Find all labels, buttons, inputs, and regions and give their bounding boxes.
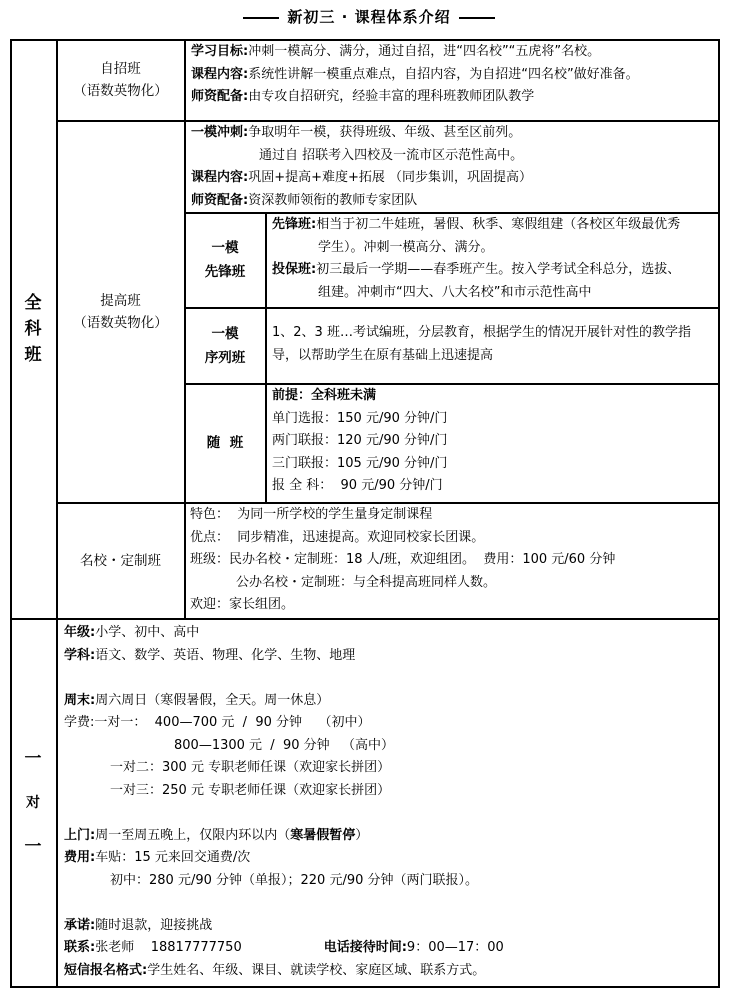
fee-line: 一对二：300 元 专职老师任课（欢迎家长拼团） xyxy=(110,760,391,775)
zizhao-name: 自招班 xyxy=(100,61,141,77)
border-right xyxy=(718,39,720,987)
yidui-visit xyxy=(64,825,504,848)
xulie-name-line1: 一模 xyxy=(211,325,239,342)
mingxiao-line: 欢迎：家长组团。 xyxy=(190,597,295,612)
row-text: 由专攻自招研究，经验丰富的理科班教师团队教学 xyxy=(248,89,535,104)
sub-col-divider xyxy=(265,212,267,503)
contact-label: 联系: xyxy=(64,940,96,955)
xulie-content xyxy=(272,322,691,367)
tigao-row xyxy=(191,145,532,168)
border-bottom xyxy=(10,986,720,988)
zizhao-row xyxy=(191,64,639,87)
col1-divider-bottom xyxy=(56,618,58,987)
subject-text: 语文、数学、英语、物理、化学、生物、地理 xyxy=(95,647,356,663)
zizhao-content xyxy=(191,41,639,109)
row-text: 巩固+提高+难度+拓展 （同步集训，巩固提高） xyxy=(248,170,533,185)
row-text: 争取明年一模，获得班级、年级、甚至区前列。 xyxy=(248,125,522,140)
visit-label: 上门: xyxy=(64,827,96,843)
page-title xyxy=(0,6,738,27)
xianfeng-line xyxy=(272,237,680,260)
xianfeng-line xyxy=(272,214,680,237)
line-text: 学生）。冲刺一模高分、满分。 xyxy=(318,239,494,255)
line-label: 先锋班: xyxy=(272,217,317,232)
xianfeng-line xyxy=(272,282,680,305)
suiban-name xyxy=(185,384,265,502)
yidui-label xyxy=(10,619,56,986)
yidui-sms xyxy=(64,960,504,983)
yidui-promise xyxy=(64,915,504,938)
mingxiao-line: 特色： 为同一所学校的学生量身定制课程 xyxy=(190,507,433,522)
yidui-char-1: 一 xyxy=(24,748,42,769)
subject-label: 学科: xyxy=(64,647,96,663)
mingxiao-line: 优点： 同步精准，迅速提高。欢迎同校家长团课。 xyxy=(190,529,485,545)
suiban-premise: 前提：全科班未满 xyxy=(272,388,377,403)
mingxiao-line: 公办名校・定制班：与全科提高班同样人数。 xyxy=(236,574,497,590)
yidui-subject xyxy=(64,645,504,668)
grade-label: 年级: xyxy=(64,625,96,640)
row-text: 资深教师领衔的教师专家团队 xyxy=(248,192,418,208)
fee-line: 800—1300 元 / 90 分钟 （高中） xyxy=(174,737,395,753)
weekend-label: 周末: xyxy=(64,692,96,708)
xianfeng-name xyxy=(185,213,265,307)
cost-line: 车贴：15 元来回交通费/次 xyxy=(95,850,251,865)
spacer xyxy=(64,667,504,690)
xulie-name xyxy=(185,308,265,383)
sms-label: 短信报名格式: xyxy=(64,962,148,978)
yidui-contact xyxy=(64,937,504,960)
fee-line: 一对一： 400—700 元 / 90 分钟 （初中） xyxy=(94,715,371,730)
quanke-char-2: 科 xyxy=(24,319,42,339)
yidui-cost xyxy=(64,847,504,870)
cost-line: 初中：280 元/90 分钟（单报）；220 元/90 分钟（两门联报）。 xyxy=(110,872,478,888)
tigao-content xyxy=(191,122,532,212)
xianfeng-content xyxy=(272,214,680,304)
row-text: 通过自 招联考入四校及一流市区示范性高中。 xyxy=(259,147,524,163)
suiban-name-text: 随 班 xyxy=(206,435,244,451)
spacer xyxy=(64,802,504,825)
visit-text: 周一至周五晚上，仅限内环以内（ xyxy=(95,827,291,843)
xulie-line: 导，以帮助学生在原有基础上迅速提高 xyxy=(272,347,494,363)
row-label: 学习目标: xyxy=(191,44,249,59)
row-label: 师资配备: xyxy=(191,89,249,104)
mingxiao-name: 名校・定制班 xyxy=(80,552,161,569)
zizhao-subjects: （语数英物化） xyxy=(73,83,168,99)
tigao-class-name xyxy=(57,121,184,502)
tigao-row xyxy=(191,167,532,190)
sms-text: 学生姓名、年级、课目、就读学校、家庭区域、联系方式。 xyxy=(147,962,486,978)
line-text: 组建。冲刺市“四大、八大名校”和市示范性高中 xyxy=(318,284,592,300)
suiban-price: 报 全 科： 90 元/90 分钟/门 xyxy=(272,478,443,493)
suiban-price: 单门选报：150 元/90 分钟/门 xyxy=(272,410,448,426)
suiban-price: 两门联报：120 元/90 分钟/门 xyxy=(272,433,448,448)
visit-tail: ） xyxy=(355,827,369,843)
mingxiao-content xyxy=(190,504,615,617)
mingxiao-class-name xyxy=(57,503,184,618)
quanke-char-1: 全 xyxy=(24,293,42,313)
yidui-char-3: 一 xyxy=(24,836,42,857)
yidui-fee xyxy=(64,712,504,735)
yidui-content xyxy=(64,622,504,982)
quanke-char-3: 班 xyxy=(24,345,42,365)
tigao-row xyxy=(191,122,532,145)
visit-bold: 寒暑假暂停 xyxy=(290,827,356,843)
yidui-char-2: 对 xyxy=(26,794,40,811)
row-text: 系统性讲解一模重点难点，自招内容，为自招进“四名校”做好准备。 xyxy=(248,66,639,82)
contact-text: 张老师 18817777750 xyxy=(95,940,242,955)
fee-line: 一对三：250 元 专职老师任课（欢迎家长拼团） xyxy=(110,782,391,798)
section-separator xyxy=(10,618,720,620)
hours-text: 9：00—17：00 xyxy=(406,940,504,955)
yidui-grade xyxy=(64,622,504,645)
row-label: 课程内容: xyxy=(191,170,249,185)
row-label: 一模冲刺: xyxy=(191,125,249,140)
suiban-content xyxy=(272,385,447,498)
promise-text: 随时退款，迎接挑战 xyxy=(95,917,213,933)
xianfeng-name-line1: 一模 xyxy=(211,240,239,256)
cost-label: 费用: xyxy=(64,850,96,865)
tigao-subjects: （语数英物化） xyxy=(73,314,168,331)
grade-text: 小学、初中、高中 xyxy=(95,625,200,640)
zizhao-row xyxy=(191,41,639,64)
hours-label: 电话接待时间: xyxy=(323,940,407,955)
line-text: 相当于初二牛娃班，暑假、秋季、寒假组建（各校区年级最优秀 xyxy=(316,217,681,232)
title-text: 新初三 · 课程体系介绍 xyxy=(287,8,451,26)
fee-label: 学费: xyxy=(64,715,95,730)
line-text: 初三最后一学期——春季班产生。按入学考试全科总分，选拔、 xyxy=(316,262,681,277)
row-label: 师资配备: xyxy=(191,192,249,208)
line-label: 投保班: xyxy=(272,262,317,277)
promise-label: 承诺: xyxy=(64,917,96,933)
xulie-line: 1、2、3 班…考试编班，分层教育，根据学生的情况开展针对性的教学指 xyxy=(272,325,691,340)
xulie-name-line2: 序列班 xyxy=(204,349,246,366)
zizhao-class-name xyxy=(57,40,184,120)
tigao-row xyxy=(191,190,532,213)
xianfeng-name-line2: 先锋班 xyxy=(204,264,246,280)
weekend-text: 周六周日（寒假暑假，全天。周一休息） xyxy=(95,692,330,708)
title-dash-right xyxy=(459,17,495,19)
zizhao-row xyxy=(191,86,639,109)
tigao-name: 提高班 xyxy=(100,292,141,309)
row-label: 课程内容: xyxy=(191,66,249,82)
suiban-price: 三门联报：105 元/90 分钟/门 xyxy=(272,455,448,471)
quanke-label xyxy=(10,39,56,619)
spacer xyxy=(64,892,504,915)
title-dash-left xyxy=(243,17,279,19)
row-text: 冲刺一模高分、满分，通过自招，进“四名校”“五虎将”名校。 xyxy=(248,44,601,59)
yidui-weekend xyxy=(64,690,504,713)
mingxiao-line: 班级：民办名校・定制班：18 人/班，欢迎组团。 费用：100 元/60 分钟 xyxy=(190,552,616,567)
xianfeng-line xyxy=(272,259,680,282)
